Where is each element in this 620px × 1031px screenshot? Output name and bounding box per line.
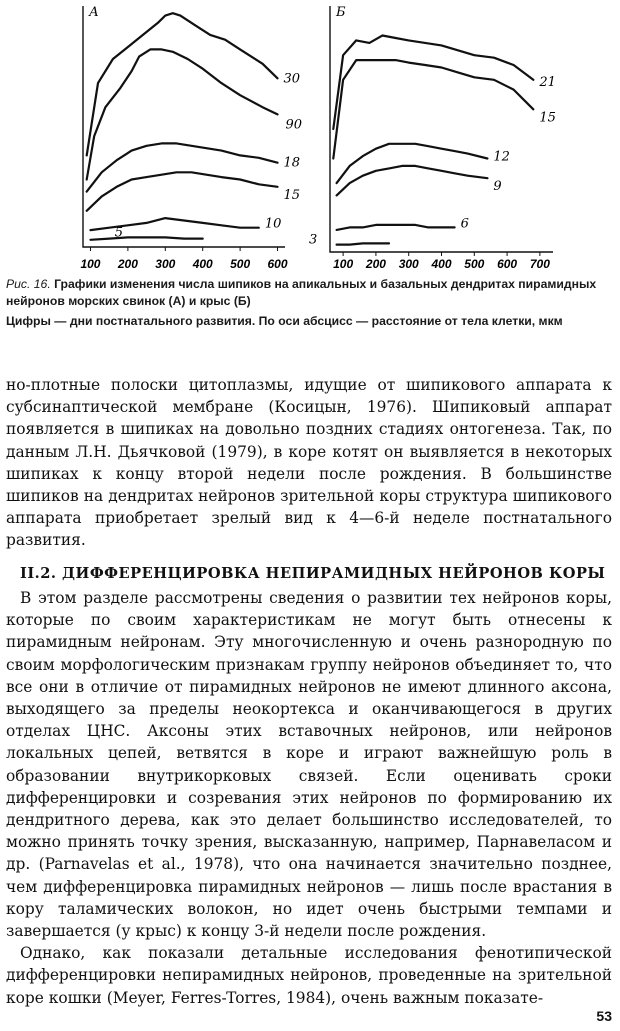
axis-b bbox=[330, 6, 553, 252]
series-label-3: 3 bbox=[309, 232, 318, 248]
series-label-90: 90 bbox=[285, 117, 303, 133]
series-label-6: 6 bbox=[460, 216, 469, 232]
x-tick-label: 700 bbox=[529, 257, 550, 271]
series-line-5 bbox=[91, 237, 203, 239]
figure-label: Рис. 16. bbox=[6, 277, 51, 291]
x-tick-label: 400 bbox=[431, 257, 452, 271]
series-line-3 bbox=[337, 243, 389, 244]
x-tick-label: 200 bbox=[117, 257, 138, 271]
x-tick-label: 200 bbox=[365, 257, 386, 271]
panel-a bbox=[80, 5, 302, 271]
paragraph-continued bbox=[6, 374, 612, 552]
panel-b bbox=[309, 5, 556, 271]
series-label-30: 30 bbox=[283, 71, 301, 87]
x-tick-label: 500 bbox=[464, 257, 485, 271]
section-heading: II.2. ДИФФЕРЕНЦИРОВКА НЕПИРАМИДНЫХ НЕЙРОНОВ КОРЫ bbox=[20, 565, 606, 582]
series-line-6 bbox=[337, 225, 455, 230]
panel-label: Б bbox=[336, 5, 346, 20]
x-tick-label: 400 bbox=[192, 257, 213, 271]
series-label-12: 12 bbox=[493, 149, 510, 165]
panel-label: А bbox=[89, 5, 99, 20]
figure-spine-graphs bbox=[0, 0, 620, 275]
series-label-21: 21 bbox=[539, 74, 556, 90]
paragraph-2: В этом разделе рассмотрены сведения о развитии тех нейронов коры, которые по своим характеристикам не могут быть отнесены к пирамидным нейронам. Эту многочисленную и очень разнородную по своим морфологическим признакам группу нейронов объединяет то, что все они в отличие от пирамидных нейронов не имеют длинного аксона, выходящего за пределы неокортекса и оканчивающегося в других отделах ЦНС. Аксоны этих вставочных нейронов, или нейронов локальных цепей, ветвятся в коре и играют важнейшую роль в образовании внутрикорковых связей. Если оценивать сроки дифференцировки и созревания этих нейронов по формированию их дендритного дерева, как это делает большинство исследователей, то можно принять точку зрения, высказанную, например, Парнавеласом и др. (Parnavelas et al., 1978), что она начинается значительно позднее, чем дифференцировка пирамидных нейронов — лишь после врастания в кору таламических волокон, но идет очень быстрыми темпами и завершается (у крыс) к концу 3-й недели после рождения. bbox=[6, 589, 612, 941]
series-line-21 bbox=[333, 36, 533, 130]
x-tick-label: 500 bbox=[230, 257, 251, 271]
series-line-30 bbox=[87, 13, 278, 155]
paragraph-3: Однако, как показали детальные исследования фенотипической дифференцировки непирамидных нейронов, проведенные на зрительной коре кошки (Meyer, Ferres-Torres, 1984), очень важным показате- bbox=[6, 944, 612, 1007]
series-label-10: 10 bbox=[264, 216, 282, 232]
series-label-9: 9 bbox=[493, 179, 502, 195]
x-tick-label: 100 bbox=[333, 257, 354, 271]
series-label-15: 15 bbox=[283, 187, 301, 203]
figure-caption bbox=[6, 276, 614, 310]
series-label-18: 18 bbox=[283, 155, 301, 171]
figure-caption-text: Графики изменения числа шипиков на апикальных и базальных дендритах пирамидных нейронов морских свинок (А) и крыс (Б) bbox=[6, 277, 597, 308]
x-tick-label: 100 bbox=[80, 257, 101, 271]
series-label-5: 5 bbox=[114, 225, 123, 241]
series-label-15: 15 bbox=[539, 110, 556, 126]
series-line-9 bbox=[337, 166, 488, 196]
section-body bbox=[6, 587, 612, 1009]
figure-note: Цифры — дни постнатального развития. По оси абсцисс — расстояние от тела клетки, мкм bbox=[6, 314, 563, 328]
series-line-15 bbox=[333, 60, 533, 158]
x-tick-label: 600 bbox=[497, 257, 518, 271]
page-number: 53 bbox=[596, 1008, 612, 1024]
x-tick-label: 600 bbox=[267, 257, 288, 271]
x-tick-label: 300 bbox=[155, 257, 176, 271]
paragraph-1: но-плотные полоски цитоплазмы, идущие от шипикового аппарата к субсинаптической мембране (Косицын, 1976). Шипиковый аппарат появляется в шипиках на довольно поздних стадиях онтогенеза. Так, по данным Л.Н. Дьячковой (1979), в коре котят он выявляется в некоторых шипиках к концу второй недели после рождения. В большинстве шипиков на дендритах нейронов зрительной коры структура шипикового аппарата приобретает зрелый вид к 4—6-й неделе постнатального развития. bbox=[6, 376, 612, 550]
axis-a bbox=[83, 6, 285, 247]
series-line-15 bbox=[87, 172, 278, 211]
series-line-18 bbox=[87, 143, 278, 191]
x-tick-label: 300 bbox=[398, 257, 419, 271]
